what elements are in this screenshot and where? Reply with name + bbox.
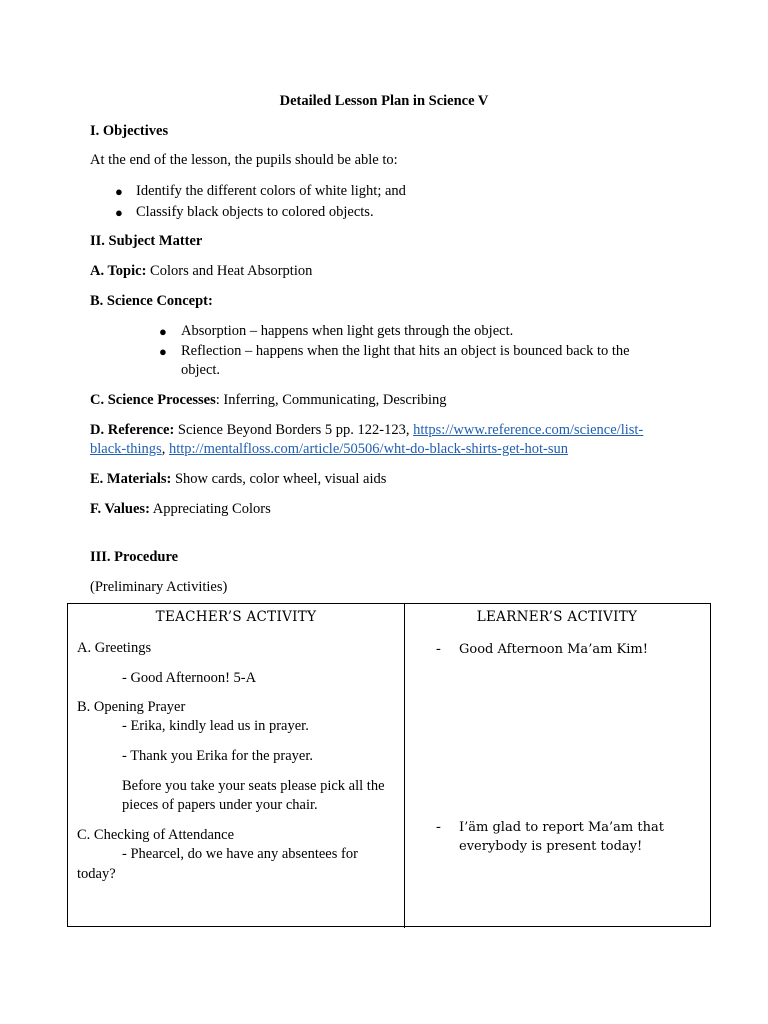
reference-line: D. Reference: Science Beyond Borders 5 pp. 122-123, https://www.reference.com/science/list- — [90, 422, 644, 438]
learner-activity-header: LEARNER’S ACTIVITY — [476, 609, 638, 625]
teacher-line: today? — [77, 866, 116, 882]
objective-item: Identify the different colors of white light; and — [136, 183, 406, 199]
objective-item: Classify black objects to colored objects. — [136, 204, 374, 220]
opening-prayer-label: B. Opening Prayer — [77, 699, 186, 715]
learner-reply: Good Afternoon Ma’am Kim! — [459, 642, 648, 657]
values-line: F. Values: Appreciating Colors — [90, 501, 271, 517]
concept-item: Absorption – happens when light gets through the object. — [181, 323, 514, 339]
teacher-line: - Thank you Erika for the prayer. — [122, 748, 313, 764]
concept-item-continuation: object. — [181, 362, 221, 378]
learner-reply: everybody is present today! — [459, 839, 643, 854]
materials-line: E. Materials: Show cards, color wheel, visual aids — [90, 471, 387, 487]
learner-dash: - — [436, 819, 441, 835]
bullet-icon: ● — [159, 344, 167, 359]
objectives-heading: I. Objectives — [90, 123, 169, 139]
reference-link-2[interactable]: http://mentalfloss.com/article/50506/wht-do-black-shirts-get-hot-sun — [168, 441, 569, 457]
table-column-divider — [404, 604, 405, 928]
reference-link-1[interactable]: https://www.reference.com/science/list- — [413, 422, 644, 438]
learner-dash: - — [436, 641, 441, 657]
greetings-label: A. Greetings — [77, 640, 152, 656]
bullet-icon: ● — [115, 184, 123, 199]
procedure-subheading: (Preliminary Activities) — [90, 579, 228, 595]
reference-line-cont: black-things, http://mentalfloss.com/article/50506/wht-do-black-shirts-get-hot-sun — [90, 441, 569, 457]
attendance-label: C. Checking of Attendance — [77, 827, 235, 843]
teacher-line: - Good Afternoon! 5-A — [122, 670, 257, 686]
teacher-line: pieces of papers under your chair. — [122, 797, 318, 813]
reference-link-1-cont[interactable]: black-things — [90, 441, 162, 457]
teacher-line: - Phearcel, do we have any absentees for — [122, 846, 358, 862]
activity-table — [67, 603, 711, 927]
concept-item: Reflection – happens when the light that hits an object is bounced back to the — [181, 343, 630, 359]
bullet-icon: ● — [115, 205, 123, 220]
teacher-line: Before you take your seats please pick all the — [122, 778, 385, 794]
objectives-intro: At the end of the lesson, the pupils should be able to: — [90, 152, 398, 168]
science-processes-line: C. Science Processes: Inferring, Communicating, Describing — [90, 392, 447, 408]
science-concept-heading: B. Science Concept: — [90, 293, 213, 309]
learner-reply: I’äm glad to report Ma’am that — [459, 820, 664, 835]
teacher-activity-header: TEACHER’S ACTIVITY — [155, 609, 317, 625]
teacher-line: - Erika, kindly lead us in prayer. — [122, 718, 309, 734]
subject-matter-heading: II. Subject Matter — [90, 233, 203, 249]
bullet-icon: ● — [159, 324, 167, 339]
topic-line: A. Topic: Colors and Heat Absorption — [90, 263, 313, 279]
page-title: Detailed Lesson Plan in Science V — [279, 93, 489, 109]
procedure-heading: III. Procedure — [90, 549, 179, 565]
